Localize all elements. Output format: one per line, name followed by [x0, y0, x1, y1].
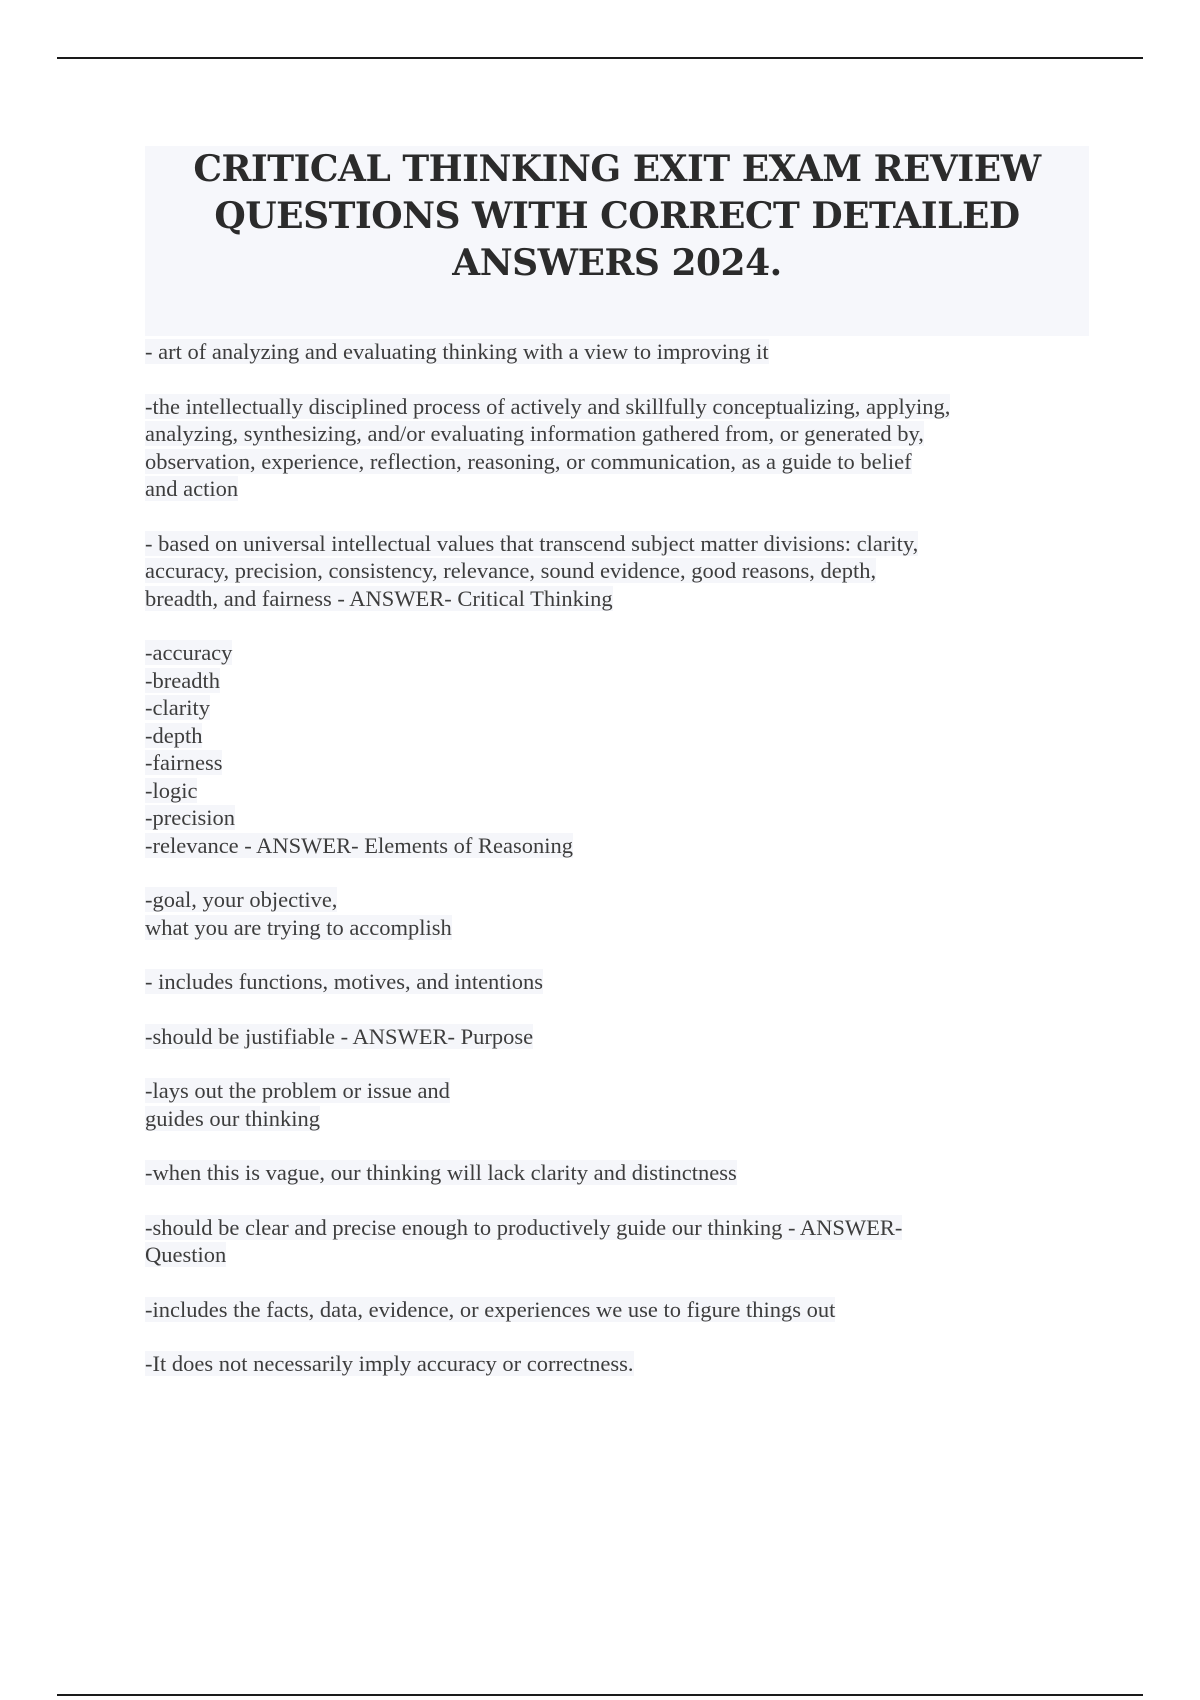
text-line: -logic	[145, 777, 198, 803]
text-line: -the intellectually disciplined process of actively and skillfully conceptualizing, applying,	[145, 393, 951, 419]
title-banner	[145, 146, 1089, 336]
text-line: -should be clear and precise enough to productively guide our thinking - ANSWER-	[145, 1214, 903, 1240]
paragraph	[145, 530, 1089, 613]
text-line: -relevance - ANSWER- Elements of Reasoning	[145, 832, 573, 858]
paragraph	[145, 1296, 1089, 1324]
text-line: accuracy, precision, consistency, relevance, sound evidence, good reasons, depth,	[145, 558, 877, 583]
text-line: -clarity	[145, 695, 210, 720]
title-line: QUESTIONS WITH CORRECT DETAILED	[214, 195, 1020, 237]
text-line: -when this is vague, our thinking will lack clarity and distinctness	[145, 1160, 737, 1185]
title-line: CRITICAL THINKING EXIT EXAM REVIEW	[193, 148, 1041, 190]
text-line: -lays out the problem or issue and	[145, 1078, 450, 1103]
text-line: -breadth	[145, 667, 220, 693]
title-line: ANSWERS 2024.	[452, 242, 782, 284]
paragraph	[145, 338, 1089, 366]
text-line: what you are trying to accomplish	[145, 914, 452, 940]
text-line: -includes the facts, data, evidence, or experiences we use to figure things out	[145, 1296, 836, 1322]
paragraph	[145, 393, 1089, 503]
text-line: -goal, your objective,	[145, 887, 338, 912]
text-line: guides our thinking	[145, 1105, 320, 1131]
paragraph	[145, 1159, 1089, 1187]
text-line: observation, experience, reflection, reasoning, or communication, as a guide to belief	[145, 448, 912, 474]
paragraph	[145, 1023, 1089, 1051]
text-line: -precision	[145, 805, 235, 830]
text-line: -accuracy	[145, 640, 233, 665]
paragraph	[145, 968, 1089, 996]
text-line: -It does not necessarily imply accuracy or correctness.	[145, 1351, 634, 1376]
text-line: - includes functions, motives, and intentions	[145, 969, 544, 994]
text-line: Question	[145, 1242, 227, 1267]
document-body	[145, 338, 1089, 1405]
text-line: breadth, and fairness - ANSWER- Critical Thinking	[145, 585, 613, 611]
paragraph	[145, 1350, 1089, 1378]
text-line: -depth	[145, 722, 203, 748]
paragraph	[145, 1214, 1089, 1269]
paragraph	[145, 886, 1089, 941]
bottom-rule	[57, 1694, 1143, 1696]
text-line: -fairness	[145, 750, 223, 775]
text-line: -should be justifiable - ANSWER- Purpose	[145, 1023, 534, 1049]
text-line: and action	[145, 476, 239, 501]
text-line: analyzing, synthesizing, and/or evaluating information gathered from, or generated by,	[145, 421, 924, 446]
text-line: - based on universal intellectual values that transcend subject matter divisions: clarity,	[145, 530, 919, 556]
paragraph	[145, 639, 1089, 859]
top-rule	[57, 57, 1143, 59]
text-line: - art of analyzing and evaluating thinking with a view to improving it	[145, 339, 769, 364]
paragraph	[145, 1077, 1089, 1132]
document-title	[145, 146, 1089, 287]
